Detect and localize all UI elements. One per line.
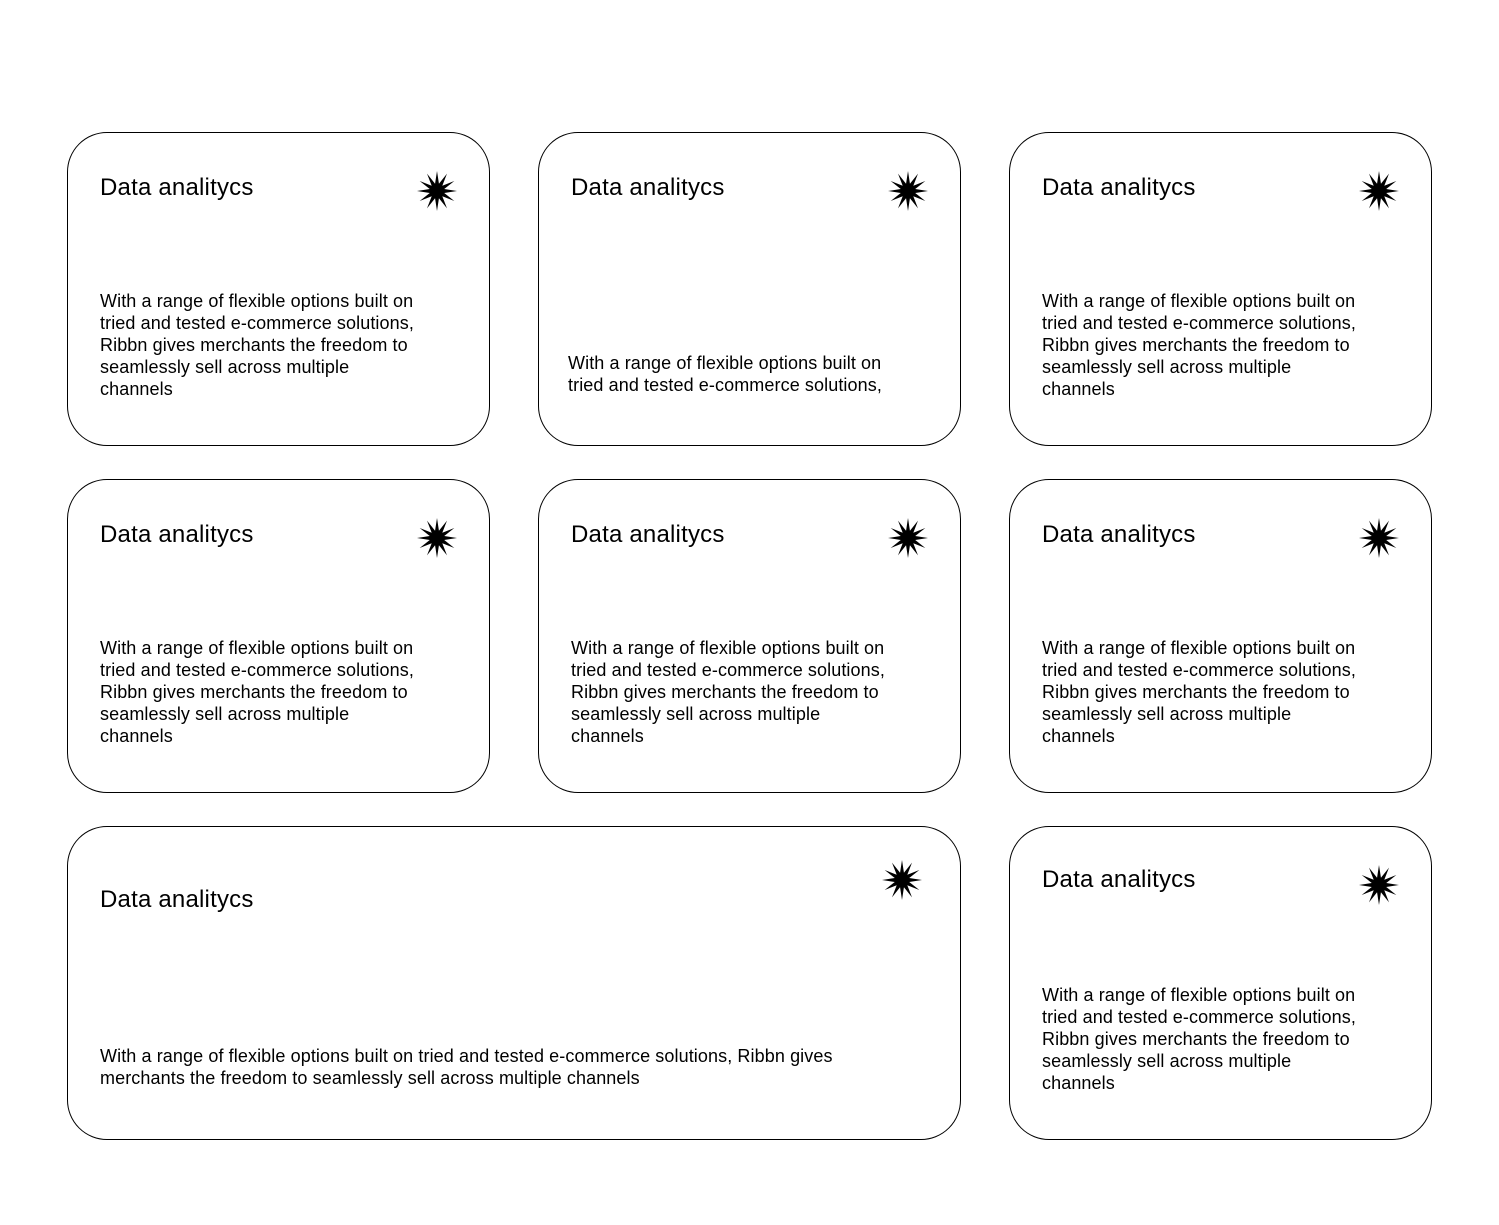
- card-title: Data analitycs: [1042, 866, 1196, 893]
- card-description: With a range of flexible options built on tried and tested e-commerce solutions, Ribbn gives merchants the freedom to seamlessly sell across multiple channels: [1042, 985, 1356, 1093]
- feature-card[interactable]: [67, 132, 490, 446]
- card-description: With a range of flexible options built on tried and tested e-commerce solutions, Ribbn gives merchants the freedom to seamlessly sell across multiple channels: [571, 638, 885, 746]
- starburst-icon: [1359, 865, 1399, 905]
- starburst-icon: [888, 518, 928, 558]
- card-description: With a range of flexible options built on tried and tested e-commerce solutions, Ribbn gives merchants the freedom to seamlessly sell across multiple channels: [100, 291, 414, 399]
- card-description: With a range of flexible options built on tried and tested e-commerce solutions, Ribbn gives merchants the freedom to seamlessly sell across multiple channels: [1042, 638, 1356, 746]
- feature-card[interactable]: [67, 479, 490, 793]
- starburst-icon: [417, 518, 457, 558]
- feature-card-wide[interactable]: [67, 826, 961, 1140]
- starburst-icon: [417, 171, 457, 211]
- card-title: Data analitycs: [100, 886, 254, 913]
- card-title: Data analitycs: [100, 174, 254, 201]
- feature-card[interactable]: [1009, 826, 1432, 1140]
- card-description: With a range of flexible options built on tried and tested e-commerce solutions,: [568, 353, 882, 395]
- starburst-icon: [1359, 171, 1399, 211]
- card-title: Data analitycs: [571, 174, 725, 201]
- feature-card[interactable]: [1009, 132, 1432, 446]
- feature-card[interactable]: [538, 132, 961, 446]
- feature-card[interactable]: [538, 479, 961, 793]
- feature-card[interactable]: [1009, 479, 1432, 793]
- card-description: With a range of flexible options built on tried and tested e-commerce solutions, Ribbn gives merchants the freedom to seamlessly sell across multiple channels: [100, 1046, 833, 1088]
- starburst-icon: [1359, 518, 1399, 558]
- starburst-icon: [888, 171, 928, 211]
- card-title: Data analitycs: [1042, 521, 1196, 548]
- card-description: With a range of flexible options built on tried and tested e-commerce solutions, Ribbn gives merchants the freedom to seamlessly sell across multiple channels: [100, 638, 414, 746]
- starburst-icon: [882, 860, 922, 900]
- card-title: Data analitycs: [1042, 174, 1196, 201]
- card-title: Data analitycs: [100, 521, 254, 548]
- card-title: Data analitycs: [571, 521, 725, 548]
- card-description: With a range of flexible options built on tried and tested e-commerce solutions, Ribbn gives merchants the freedom to seamlessly sell across multiple channels: [1042, 291, 1356, 399]
